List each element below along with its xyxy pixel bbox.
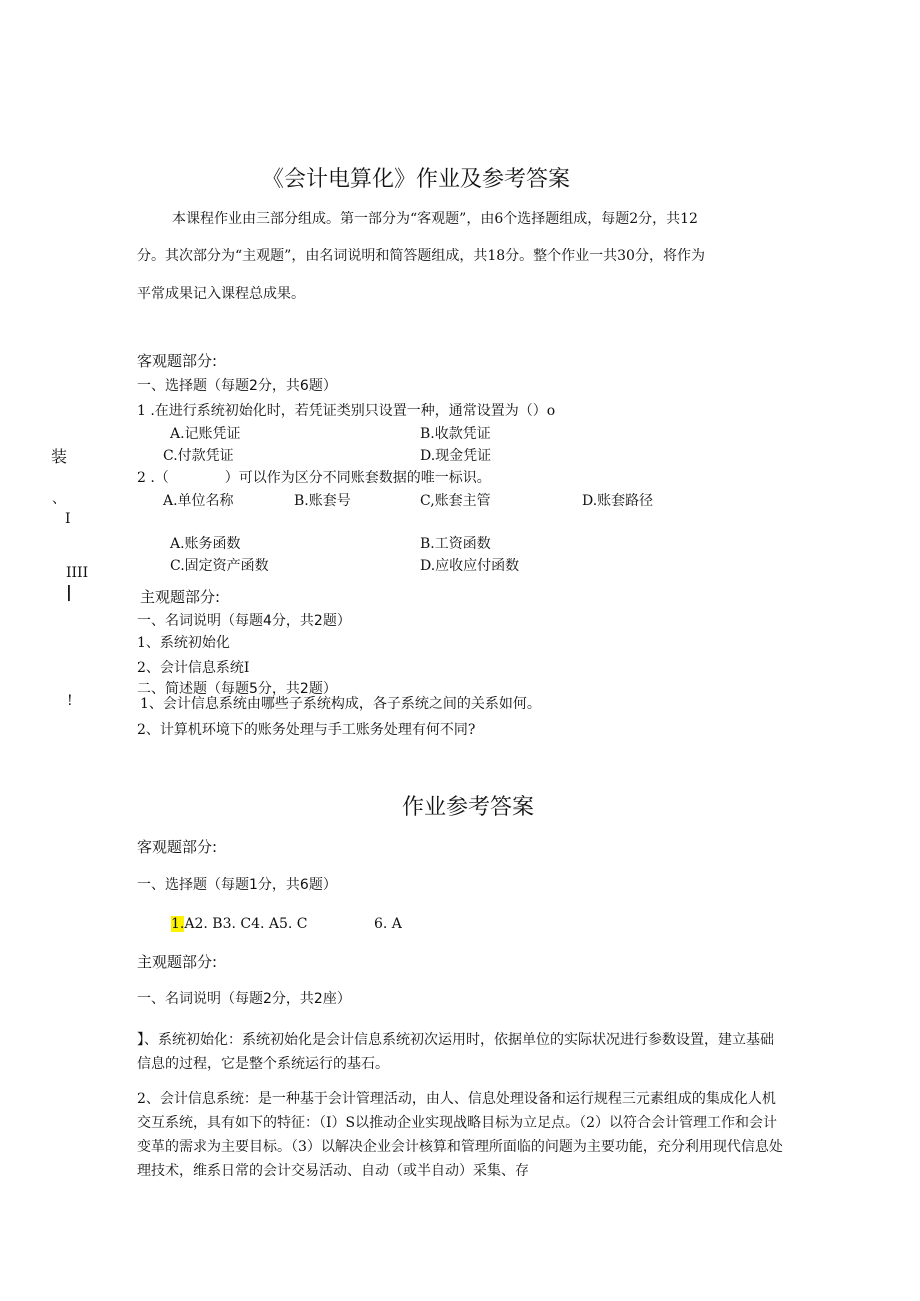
highlighted-number: 1. bbox=[171, 916, 185, 932]
answer-choice-6: 6. A bbox=[374, 916, 402, 932]
question-2-stem: 2 .（ ）可以作为区分不同账套数据的唯一标识。 bbox=[137, 470, 491, 486]
essay-item-2: 2、计算机环境下的账务处理与手工账务处理有何不同? bbox=[137, 722, 476, 738]
answer-paragraph-2: 2、会计信息系统：是一种基于会计管理活动，由人、信息处理设备和运行规程三元素组成的集成化人机交互系统，具有如下的特征：（I）S以推动企业实现战略目标为立足点。（2）以符合会计管理工作和会计变革的需求为主要目标。（3）以解决企业会计核算和管理所面临的问题为主要功能，充分利用现代信息处理技术，维系日常的会计交易活动、自动（或半自动）采集、存 bbox=[137, 1091, 783, 1179]
answers-objective-heading: 客观题部分: bbox=[137, 838, 218, 856]
intro-line-2: 分。其次部分为“主观题”，由名词说明和简答题组成，共18分。整个作业一共30分，将作为 bbox=[137, 248, 705, 264]
margin-mark-comma: 、 bbox=[52, 491, 66, 507]
q2-option-b: B.账套号 bbox=[294, 493, 351, 509]
q2-option-c: C,账套主管 bbox=[420, 493, 491, 509]
q1-option-b: B.收款凭证 bbox=[420, 426, 491, 442]
q1-option-c: C.付款凭证 bbox=[163, 448, 234, 464]
essay-item-1: 1、会计信息系统由哪些子系统构成，各子系统之间的关系如何。 bbox=[140, 696, 541, 712]
margin-mark-exclaim: ! bbox=[67, 693, 73, 709]
objective-section-title: 一、选择题（每题2分，共6题） bbox=[137, 378, 337, 394]
q2-option-d: D.账套路径 bbox=[582, 493, 654, 509]
q1-option-d: D.现金凭证 bbox=[420, 448, 492, 464]
subjective-item-1: 1、系统初始化 bbox=[137, 635, 230, 651]
answer-choices-line bbox=[171, 916, 308, 932]
q3-option-c: C.固定资产函数 bbox=[170, 558, 269, 574]
answers-subjective-section: 一、名词说明（每题2分，共2座） bbox=[137, 991, 351, 1007]
margin-mark-i: I bbox=[65, 511, 71, 527]
q3-option-b: B.工资函数 bbox=[420, 536, 491, 552]
intro-line-3: 平常成果记入课程总成果。 bbox=[137, 286, 305, 302]
subjective-section-1: 一、名词说明（每题4分，共2题） bbox=[137, 613, 351, 629]
subjective-item-2: 2、会计信息系统I bbox=[137, 660, 250, 676]
q1-option-a: A.记账凭证 bbox=[170, 426, 241, 442]
q3-option-a: A.账务函数 bbox=[170, 536, 241, 552]
answers-subjective-heading: 主观题部分: bbox=[137, 953, 218, 971]
page-title: 《会计电算化》作业及参考答案 bbox=[262, 167, 571, 192]
margin-mark-iiii: IIII bbox=[66, 565, 89, 581]
intro-line-1: 本课程作业由三部分组成。第一部分为“客观题”，由6个选择题组成，每题2分，共12 bbox=[172, 211, 698, 227]
subjective-section-2: 二、简述题（每题5分，共2题） bbox=[137, 681, 337, 697]
margin-mark-binding: 装 bbox=[51, 447, 68, 466]
q3-option-d: D.应收应付函数 bbox=[420, 558, 520, 574]
answer-paragraph-1: 】、系统初始化：系统初始化是会计信息系统初次运用时，依据单位的实际状况进行参数设置，建立基础信息的过程，它是整个系统运行的基石。 bbox=[137, 1032, 774, 1072]
answer-choices: A2. B3. C4. A5. C bbox=[184, 916, 308, 932]
subjective-heading: 主观题部分: bbox=[140, 588, 221, 606]
question-1-stem: 1 .在进行系统初始化时，若凭证类别只设置一种，通常设置为（）o bbox=[137, 403, 556, 419]
answers-title: 作业参考答案 bbox=[402, 795, 535, 820]
q2-option-a: A.单位名称 bbox=[163, 493, 234, 509]
margin-mark-bar: | bbox=[66, 582, 72, 601]
objective-heading: 客观题部分: bbox=[137, 352, 218, 370]
answers-objective-section: 一、选择题（每题1分，共6题） bbox=[137, 877, 337, 893]
